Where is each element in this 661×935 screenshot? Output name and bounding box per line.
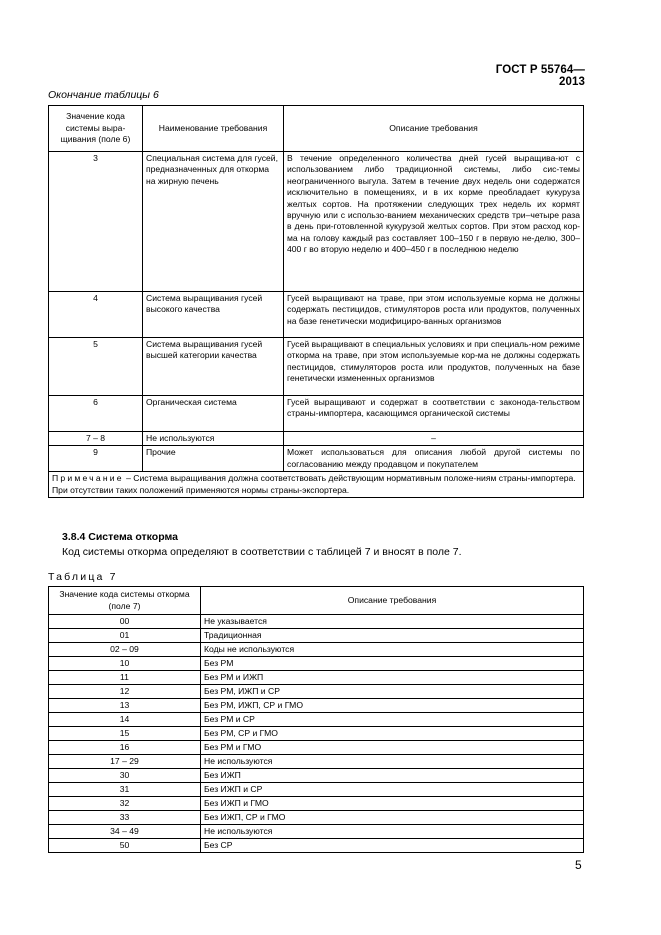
table7-code: 14 bbox=[49, 713, 201, 727]
table7-code: 00 bbox=[49, 615, 201, 629]
table7-description: Коды не используются bbox=[201, 643, 584, 657]
table6-description: Гусей выращивают на траве, при этом используемые корма не должны содержать пестицидов, стимуляторов роста или продуктов, полученных на базе генетически модифициро-ванных организмов bbox=[284, 292, 584, 338]
table7-description: Без РМ, ИЖП, СР и ГМО bbox=[201, 699, 584, 713]
table-row bbox=[49, 657, 584, 671]
table6-name: Система выращивания гусей высшей категории качества bbox=[143, 338, 284, 396]
table-row bbox=[49, 292, 584, 338]
table6-name: Органическая система bbox=[143, 396, 284, 432]
table-row bbox=[49, 699, 584, 713]
table6-code: 4 bbox=[49, 292, 143, 338]
table6-description: – bbox=[284, 432, 584, 446]
table7-code: 34 – 49 bbox=[49, 825, 201, 839]
table-row bbox=[49, 432, 584, 446]
table7-description: Без РМ и ИЖП bbox=[201, 671, 584, 685]
table6-name: Система выращивания гусей высокого качества bbox=[143, 292, 284, 338]
table-row bbox=[49, 671, 584, 685]
table7-code: 50 bbox=[49, 839, 201, 853]
table7-code: 01 bbox=[49, 629, 201, 643]
table-row bbox=[49, 615, 584, 629]
note-label: Примечание bbox=[52, 473, 124, 484]
section-title: 3.8.4 Система откорма bbox=[62, 531, 178, 543]
table7-description: Без РМ, СР и ГМО bbox=[201, 727, 584, 741]
table7-description: Не используются bbox=[201, 825, 584, 839]
table6-name: Прочие bbox=[143, 446, 284, 472]
table7-code: 10 bbox=[49, 657, 201, 671]
table6-description: Может использоваться для описания любой другой системы по согласованию между продавцом и покупателем bbox=[284, 446, 584, 472]
table6-header-name: Наименование требования bbox=[143, 106, 284, 152]
standard-header: ГОСТ Р 55764—2013 bbox=[495, 64, 585, 88]
table7-code: 30 bbox=[49, 769, 201, 783]
table7-description: Традиционная bbox=[201, 629, 584, 643]
table7-header-row bbox=[49, 587, 584, 615]
table6-note bbox=[49, 472, 584, 498]
table6-code: 6 bbox=[49, 396, 143, 432]
table7-code: 02 – 09 bbox=[49, 643, 201, 657]
section-text: Код системы откорма определяют в соответствии с таблицей 7 и вносят в поле 7. bbox=[62, 546, 462, 558]
table7-description: Не указывается bbox=[201, 615, 584, 629]
table7-description: Без ИЖП и ГМО bbox=[201, 797, 584, 811]
page-number: 5 bbox=[575, 858, 582, 872]
table7-header-description: Описание требования bbox=[201, 587, 584, 615]
table7-description: Без СР bbox=[201, 839, 584, 853]
table-7 bbox=[48, 586, 584, 853]
table6-description: Гусей выращивают и содержат в соответствии с законода-тельством страны-импортера, касающимся органической системы bbox=[284, 396, 584, 432]
table6-header-description: Описание требования bbox=[284, 106, 584, 152]
table6-name: Специальная система для гусей, предназначенных для откорма на жирную печень bbox=[143, 152, 284, 292]
table-row bbox=[49, 396, 584, 432]
table-6 bbox=[48, 105, 584, 498]
table7-code: 12 bbox=[49, 685, 201, 699]
table7-description: Без РМ и ГМО bbox=[201, 741, 584, 755]
table-row bbox=[49, 643, 584, 657]
table7-code: 32 bbox=[49, 797, 201, 811]
table-row bbox=[49, 811, 584, 825]
table-row bbox=[49, 713, 584, 727]
table7-description: Без РМ и СР bbox=[201, 713, 584, 727]
table7-description: Без ИЖП и СР bbox=[201, 783, 584, 797]
table7-description: Не используются bbox=[201, 755, 584, 769]
table7-code: 16 bbox=[49, 741, 201, 755]
table-row bbox=[49, 797, 584, 811]
table-row bbox=[49, 685, 584, 699]
table7-description: Без РМ bbox=[201, 657, 584, 671]
table7-description: Без РМ, ИЖП и СР bbox=[201, 685, 584, 699]
table-row bbox=[49, 825, 584, 839]
table-row bbox=[49, 741, 584, 755]
table-row bbox=[49, 446, 584, 472]
table6-note-row bbox=[49, 472, 584, 498]
table7-code: 11 bbox=[49, 671, 201, 685]
table6-description: В течение определенного количества дней гусей выращива-ют с использованием либо традиционной системы, либо сис-темы неограниченного выгула. Затем в течение двух недель они содержатся исключительно в помещениях, и в их корме преобладает кукуруза желтых сортов. На протяжении следующих трех недель их кормят вручную или с использо-ванием механических средств три–четыре раза в день при-готовленной кукурузой желтых сортов. При этом расход кор-ма на голову каждый раз составляет 100–150 г в первую не-делю, 300–400 г во вторую неделю и 400–450 г в последнюю неделю bbox=[284, 152, 584, 292]
table6-code: 7 – 8 bbox=[49, 432, 143, 446]
table6-name: Не используются bbox=[143, 432, 284, 446]
table6-description: Гусей выращивают в специальных условиях и при специаль-ном режиме откорма на траве, при этом используемые кор-ма не должны содержать пестицидов, стимуляторов роста или продуктов, полученных на базе генетически измененных организмов bbox=[284, 338, 584, 396]
table-row bbox=[49, 338, 584, 396]
table7-code: 31 bbox=[49, 783, 201, 797]
table-row bbox=[49, 755, 584, 769]
table7-caption: Таблица 7 bbox=[48, 571, 118, 583]
table7-code: 17 – 29 bbox=[49, 755, 201, 769]
note-text: – Система выращивания должна соответствовать действующим нормативным положе-ниям страны-импортера. При отсутствии таких положений применяются нормы страны-экспортера. bbox=[52, 473, 576, 495]
table-row bbox=[49, 783, 584, 797]
table7-code: 33 bbox=[49, 811, 201, 825]
table6-header-row bbox=[49, 106, 584, 152]
table7-description: Без ИЖП bbox=[201, 769, 584, 783]
table6-header-code: Значение кода системы выра-щивания (поле 6) bbox=[49, 106, 143, 152]
table-row bbox=[49, 727, 584, 741]
table7-description: Без ИЖП, СР и ГМО bbox=[201, 811, 584, 825]
table7-code: 15 bbox=[49, 727, 201, 741]
table-row bbox=[49, 769, 584, 783]
table7-header-code: Значение кода системы откорма (поле 7) bbox=[49, 587, 201, 615]
table7-code: 13 bbox=[49, 699, 201, 713]
table6-code: 5 bbox=[49, 338, 143, 396]
table6-code: 9 bbox=[49, 446, 143, 472]
table-row bbox=[49, 839, 584, 853]
table6-caption: Окончание таблицы 6 bbox=[48, 89, 159, 101]
table-row bbox=[49, 629, 584, 643]
table-row bbox=[49, 152, 584, 292]
table6-code: 3 bbox=[49, 152, 143, 292]
